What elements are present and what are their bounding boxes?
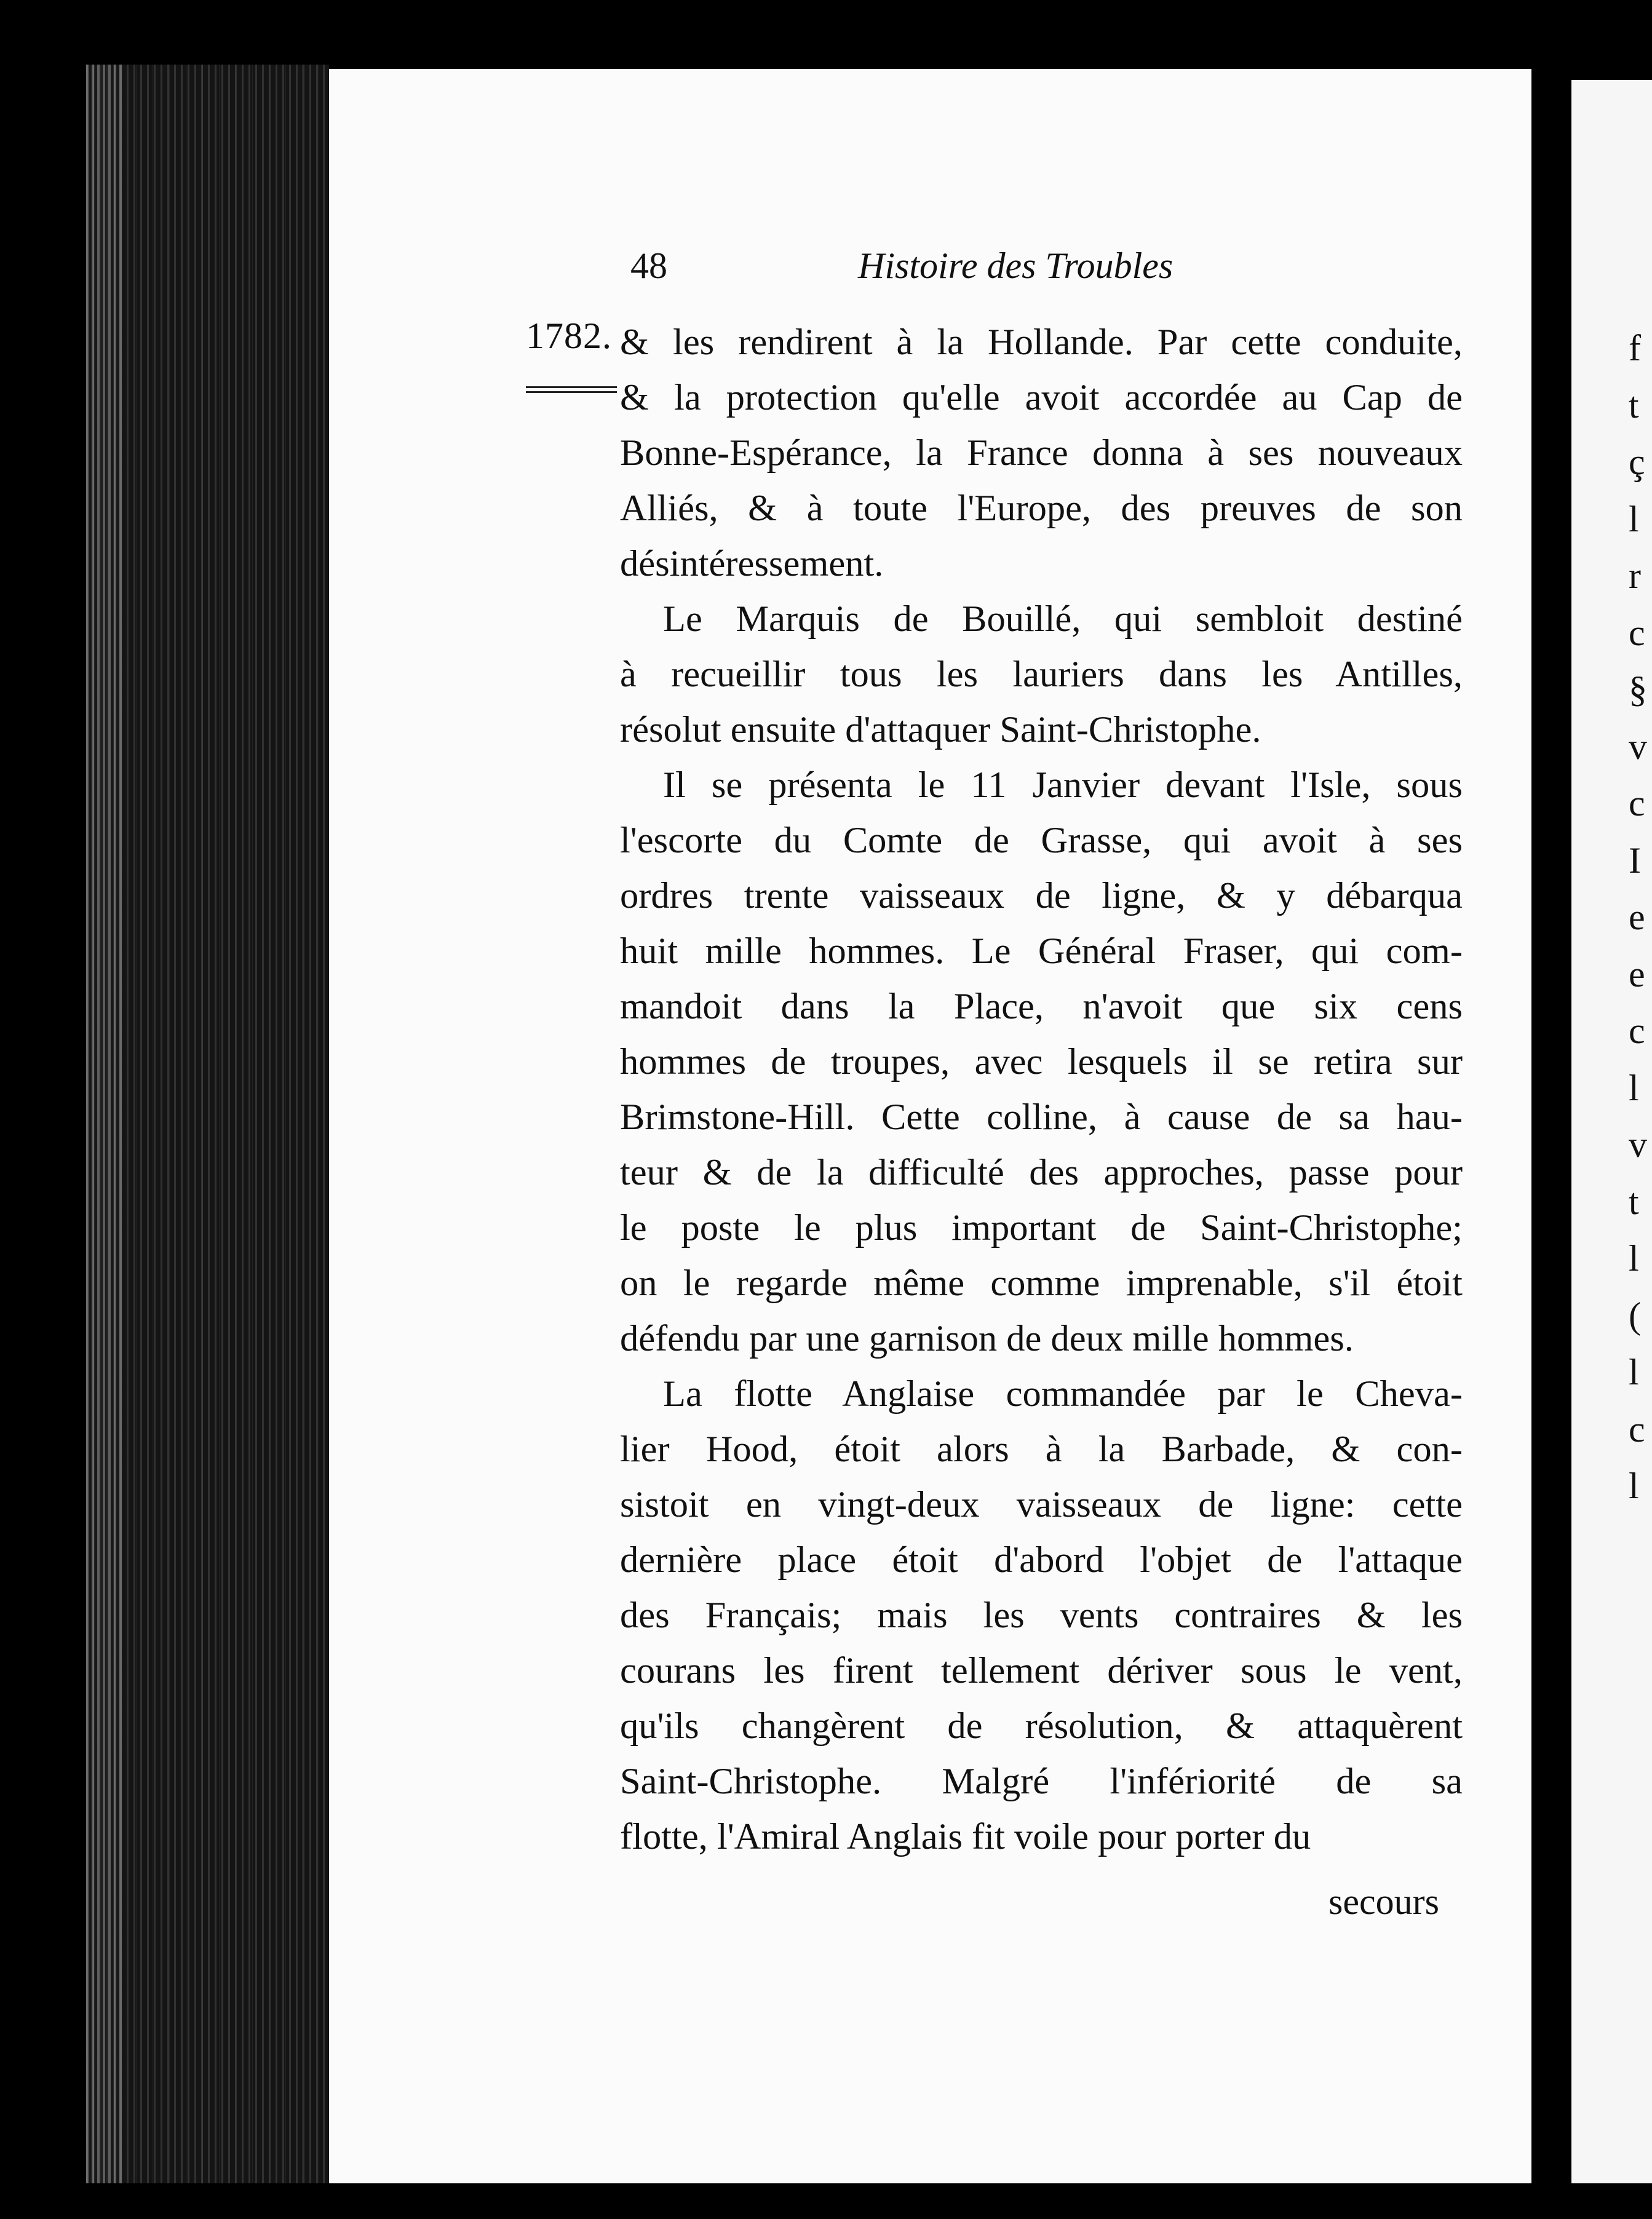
text-line: à recueillir tous les lauriers dans les Antilles, [620, 654, 1463, 695]
running-title: Histoire des Troubles [858, 245, 1173, 286]
margin-year: 1782. [526, 316, 612, 356]
facing-page-glyph: r [1629, 555, 1641, 596]
paragraph [620, 315, 1463, 592]
facing-page-glyph: l [1629, 1238, 1639, 1279]
text-line: flotte, l'Amiral Anglais fit voile pour porter du [620, 1816, 1311, 1857]
text-line: des Français; mais les vents contraires & les [620, 1595, 1463, 1636]
facing-page-glyph: l [1629, 1466, 1639, 1506]
catchword: secours [1328, 1881, 1439, 1922]
facing-page-glyph: l [1629, 498, 1639, 539]
facing-page-text-edge [1629, 320, 1652, 1515]
facing-page-glyph: e [1629, 953, 1645, 994]
body-text [620, 315, 1463, 1865]
text-line: Alliés, & à toute l'Europe, des preuves de son [620, 488, 1463, 529]
running-head [0, 245, 1652, 300]
facing-page-glyph: c [1629, 1010, 1645, 1051]
paragraph [620, 758, 1463, 1367]
text-line: huit mille hommes. Le Général Fraser, qui com- [620, 931, 1463, 972]
text-line: sistoit en vingt-deux vaisseaux de ligne: cette [620, 1484, 1463, 1525]
facing-page-glyph: § [1629, 669, 1647, 710]
paragraph [620, 1367, 1463, 1865]
page-edges [86, 65, 123, 2183]
text-line: l'escorte du Comte de Grasse, qui avoit à ses [620, 820, 1463, 861]
margin-rule [526, 386, 617, 395]
facing-page-glyph: t [1629, 1181, 1639, 1222]
text-line: Bonne-Espérance, la France donna à ses nouveaux [620, 432, 1463, 474]
text-line: teur & de la difficulté des approches, passe pour [620, 1152, 1463, 1193]
text-line: Le Marquis de Bouillé, qui sembloit destiné [663, 598, 1463, 640]
text-line: & la protection qu'elle avoit accordée au Cap de [620, 377, 1463, 418]
text-line: mandoit dans la Place, n'avoit que six cens [620, 986, 1463, 1027]
page-number: 48 [630, 245, 667, 286]
facing-page-glyph: c [1629, 612, 1645, 653]
facing-page-glyph: e [1629, 897, 1645, 937]
text-line: ordres trente vaisseaux de ligne, & y débarqua [620, 875, 1463, 916]
text-line: qu'ils changèrent de résolution, & attaquèrent [620, 1705, 1463, 1747]
facing-page-glyph: l [1629, 1067, 1639, 1108]
facing-page-glyph: t [1629, 384, 1639, 426]
facing-page-glyph: v [1629, 1124, 1647, 1165]
text-line: Saint-Christophe. Malgré l'infériorité de sa [620, 1761, 1463, 1802]
text-line: désintéressement. [620, 543, 884, 584]
text-line: hommes de troupes, avec lesquels il se retira sur [620, 1041, 1463, 1082]
facing-page-glyph: l [1629, 1352, 1639, 1392]
facing-page-glyph: I [1629, 840, 1641, 881]
facing-page-glyph: v [1629, 726, 1647, 767]
facing-page-glyph: ç [1629, 442, 1645, 482]
facing-page-glyph: ( [1629, 1295, 1641, 1336]
text-line: on le regarde même comme imprenable, s'il étoit [620, 1263, 1463, 1304]
facing-page-glyph: c [1629, 1408, 1645, 1450]
text-line: défendu par une garnison de deux mille hommes. [620, 1318, 1354, 1359]
facing-page-glyph: f [1629, 328, 1641, 368]
text-line: Brimstone-Hill. Cette colline, à cause de sa hau- [620, 1097, 1463, 1138]
text-line: lier Hood, étoit alors à la Barbade, & con- [620, 1429, 1463, 1470]
text-line: dernière place étoit d'abord l'objet de l'attaque [620, 1539, 1463, 1581]
text-line: le poste le plus important de Saint-Christophe; [620, 1207, 1463, 1248]
gutter-shadow [1531, 80, 1571, 2183]
text-line: & les rendirent à la Hollande. Par cette conduite, [620, 322, 1463, 363]
text-line: La flotte Anglaise commandée par le Cheva- [663, 1373, 1463, 1415]
facing-page-glyph: c [1629, 783, 1645, 824]
paragraph [620, 592, 1463, 758]
text-line: courans les firent tellement dériver sous le vent, [620, 1650, 1463, 1691]
text-line: résolut ensuite d'attaquer Saint-Christophe. [620, 709, 1261, 750]
text-line: Il se présenta le 11 Janvier devant l'Isle, sous [663, 764, 1463, 806]
